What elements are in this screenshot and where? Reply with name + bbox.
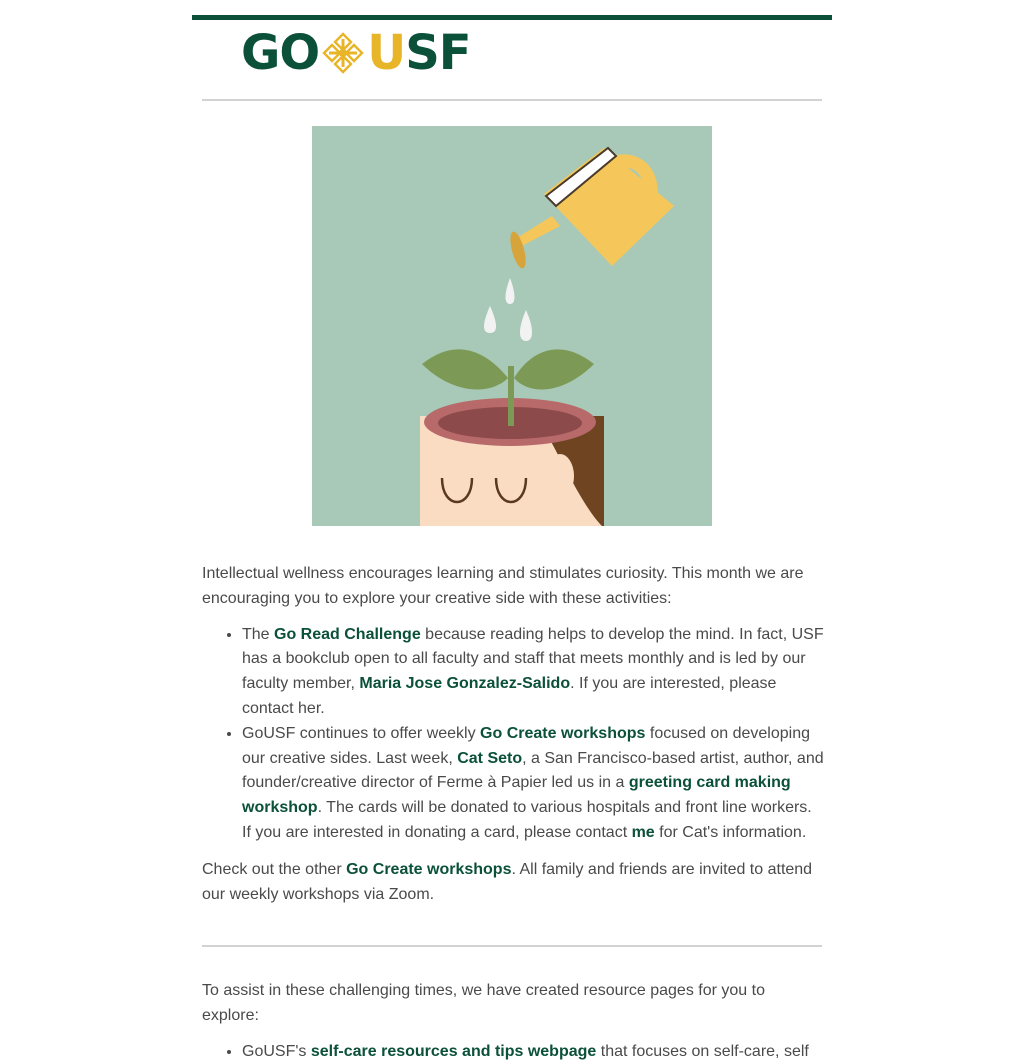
logo-text-sf: SF <box>405 25 471 81</box>
resources-intro: To assist in these challenging times, we have created resource pages for you to explore: <box>202 982 765 1024</box>
bullet-text: GoUSF continues to offer weekly <box>242 724 481 742</box>
divider-top <box>202 99 822 101</box>
closing-text: . All family and friends are invited to attend our weekly workshops via Zoom. <box>202 860 813 903</box>
closing-text: Check out the other <box>202 860 347 878</box>
gousf-logo[interactable] <box>241 26 471 80</box>
resource-text: that focuses on self-care, self <box>596 1042 809 1060</box>
bullet-text: for Cat's information. <box>654 823 807 841</box>
go-create-workshops-link[interactable]: Go Create workshops <box>480 724 646 742</box>
bullet-text: because reading helps to develop the mind. In fact, USF has a bookclub open to all faculty and staff that meets monthly and is led by our faculty member, <box>242 625 824 693</box>
intro-paragraph: Intellectual wellness encourages learning and stimulates curiosity. This month we are encouraging you to explore your creative side with these activities: <box>202 565 804 607</box>
cross-emblem-icon <box>321 31 365 75</box>
divider-middle <box>202 945 822 947</box>
list-item <box>242 623 824 722</box>
bullet-text: . If you are interested, please contact her. <box>242 675 777 717</box>
resource-text: GoUSF's <box>242 1042 311 1060</box>
resources-list <box>202 1040 824 1064</box>
bullet-text: focused on developing our creative sides. Last week, <box>242 724 810 767</box>
go-read-challenge-link[interactable]: Go Read Challenge <box>274 625 421 643</box>
bullet-text: . The cards will be donated to various hospitals and front line workers. If you are interested in donating a card, please contact <box>242 799 812 841</box>
activities-list <box>202 623 824 846</box>
greeting-card-workshop-link[interactable]: greeting card making workshop <box>242 774 791 817</box>
logo-text-u: U <box>367 25 406 81</box>
header-top-bar <box>192 15 832 20</box>
list-item <box>242 1040 824 1064</box>
go-create-workshops-link-2[interactable]: Go Create workshops <box>346 860 512 878</box>
maria-jose-link[interactable]: Maria Jose Gonzalez-Salido <box>359 675 571 693</box>
resources-section <box>202 979 824 1064</box>
self-care-webpage-link[interactable]: self-care resources and tips webpage <box>310 1042 597 1060</box>
list-item <box>242 722 824 846</box>
contact-me-link[interactable]: me <box>631 823 655 841</box>
closing-paragraph <box>202 858 824 908</box>
bullet-text: The <box>242 625 275 643</box>
bullet-text: , a San Francisco-based artist, author, and founder/creative director of Ferme à Papier led us in a <box>242 749 824 792</box>
wellness-illustration <box>312 126 712 526</box>
cat-seto-link[interactable]: Cat Seto <box>457 749 523 767</box>
logo-text-go: GO <box>241 25 320 81</box>
email-body <box>202 562 824 907</box>
